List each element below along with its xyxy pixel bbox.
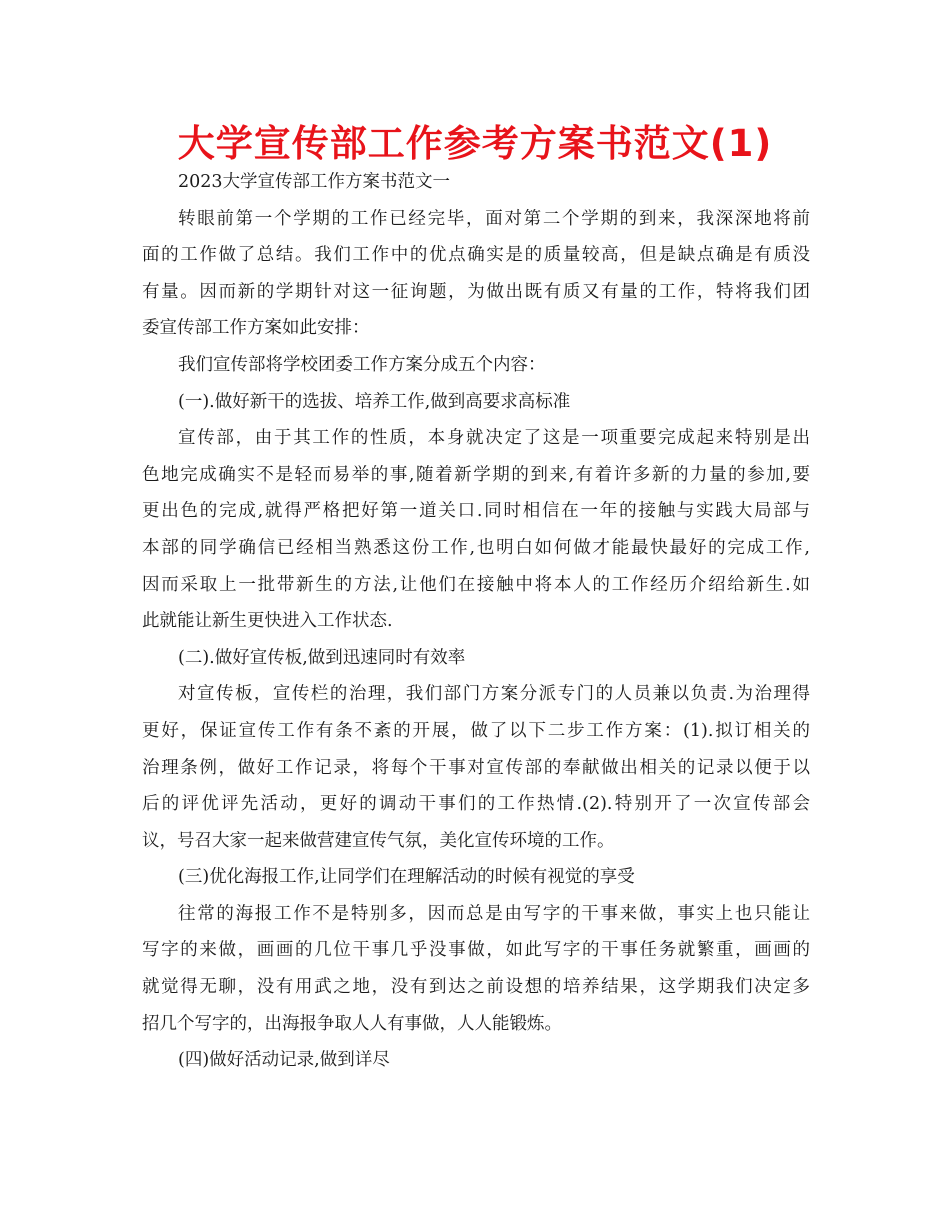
document-body bbox=[142, 164, 810, 1079]
body-line: 更好，保证宣传工作有条不紊的开展，做了以下二步工作方案：(1).拟订相关的 bbox=[142, 720, 810, 741]
body-line: 后的评优评先活动，更好的调动干事们的工作热情.(2).特别开了一次宣传部会 bbox=[142, 794, 810, 815]
body-line: 此就能让新生更快进入工作状态. bbox=[142, 611, 393, 632]
body-line: 我们宣传部将学校团委工作方案分成五个内容： bbox=[178, 354, 546, 375]
body-line: 招几个写字的，出海报争取人人有事做，人人能锻炼。 bbox=[142, 1013, 562, 1034]
body-line: 2023大学宣传部工作方案书范文一 bbox=[178, 172, 451, 192]
body-line: 委宣传部工作方案如此安排： bbox=[142, 318, 370, 339]
body-line: (四)做好活动记录,做到详尽 bbox=[178, 1050, 390, 1071]
body-line: 因而采取上一批带新生的方法,让他们在接触中将本人的工作经历介绍给新生.如 bbox=[142, 574, 810, 595]
body-line: 议，号召大家一起来做营建宣传气氛，美化宣传环境的工作。 bbox=[142, 830, 615, 851]
body-line: 就觉得无聊，没有用武之地，没有到达之前设想的培养结果，这学期我们决定多 bbox=[142, 977, 810, 998]
body-line: 面的工作做了总结。我们工作中的优点确实是的质量较高，但是缺点确是有质没 bbox=[142, 245, 810, 266]
body-line: 宣传部，由于其工作的性质，本身就决定了这是一项重要完成起来特别是出 bbox=[178, 428, 810, 449]
body-line: 更出色的完成,就得严格把好第一道关口.同时相信在一年的接触与实践大局部与 bbox=[142, 501, 810, 522]
body-line: (三)优化海报工作,让同学们在理解活动的时候有视觉的享受 bbox=[178, 867, 635, 888]
body-line: 写字的来做，画画的几位干事几乎没事做，如此写字的干事任务就繁重，画画的 bbox=[142, 940, 810, 961]
body-line: (二).做好宣传板,做到迅速同时有效率 bbox=[178, 647, 466, 668]
body-line: 本部的同学确信已经相当熟悉这份工作,也明白如何做才能最快最好的完成工作, bbox=[142, 537, 810, 558]
body-line: (一).做好新干的选拔、培养工作,做到高要求高标准 bbox=[178, 391, 571, 412]
body-line: 转眼前第一个学期的工作已经完毕，面对第二个学期的到来，我深深地将前 bbox=[178, 208, 810, 229]
body-line: 往常的海报工作不是特别多，因而总是由写字的干事来做，事实上也只能让 bbox=[178, 903, 810, 924]
document-title: 大学宣传部工作参考方案书范文(1) bbox=[177, 122, 773, 165]
body-line: 有量。因而新的学期针对这一征询题，为做出既有质又有量的工作，特将我们团 bbox=[142, 281, 810, 302]
body-line: 色地完成确实不是轻而易举的事,随着新学期的到来,有着许多新的力量的参加,要 bbox=[142, 464, 810, 485]
body-line: 治理条例，做好工作记录，将每个干事对宣传部的奉献做出相关的记录以便于以 bbox=[142, 757, 810, 778]
body-line: 对宣传板，宣传栏的治理，我们部门方案分派专门的人员兼以负责.为治理得 bbox=[178, 684, 810, 705]
